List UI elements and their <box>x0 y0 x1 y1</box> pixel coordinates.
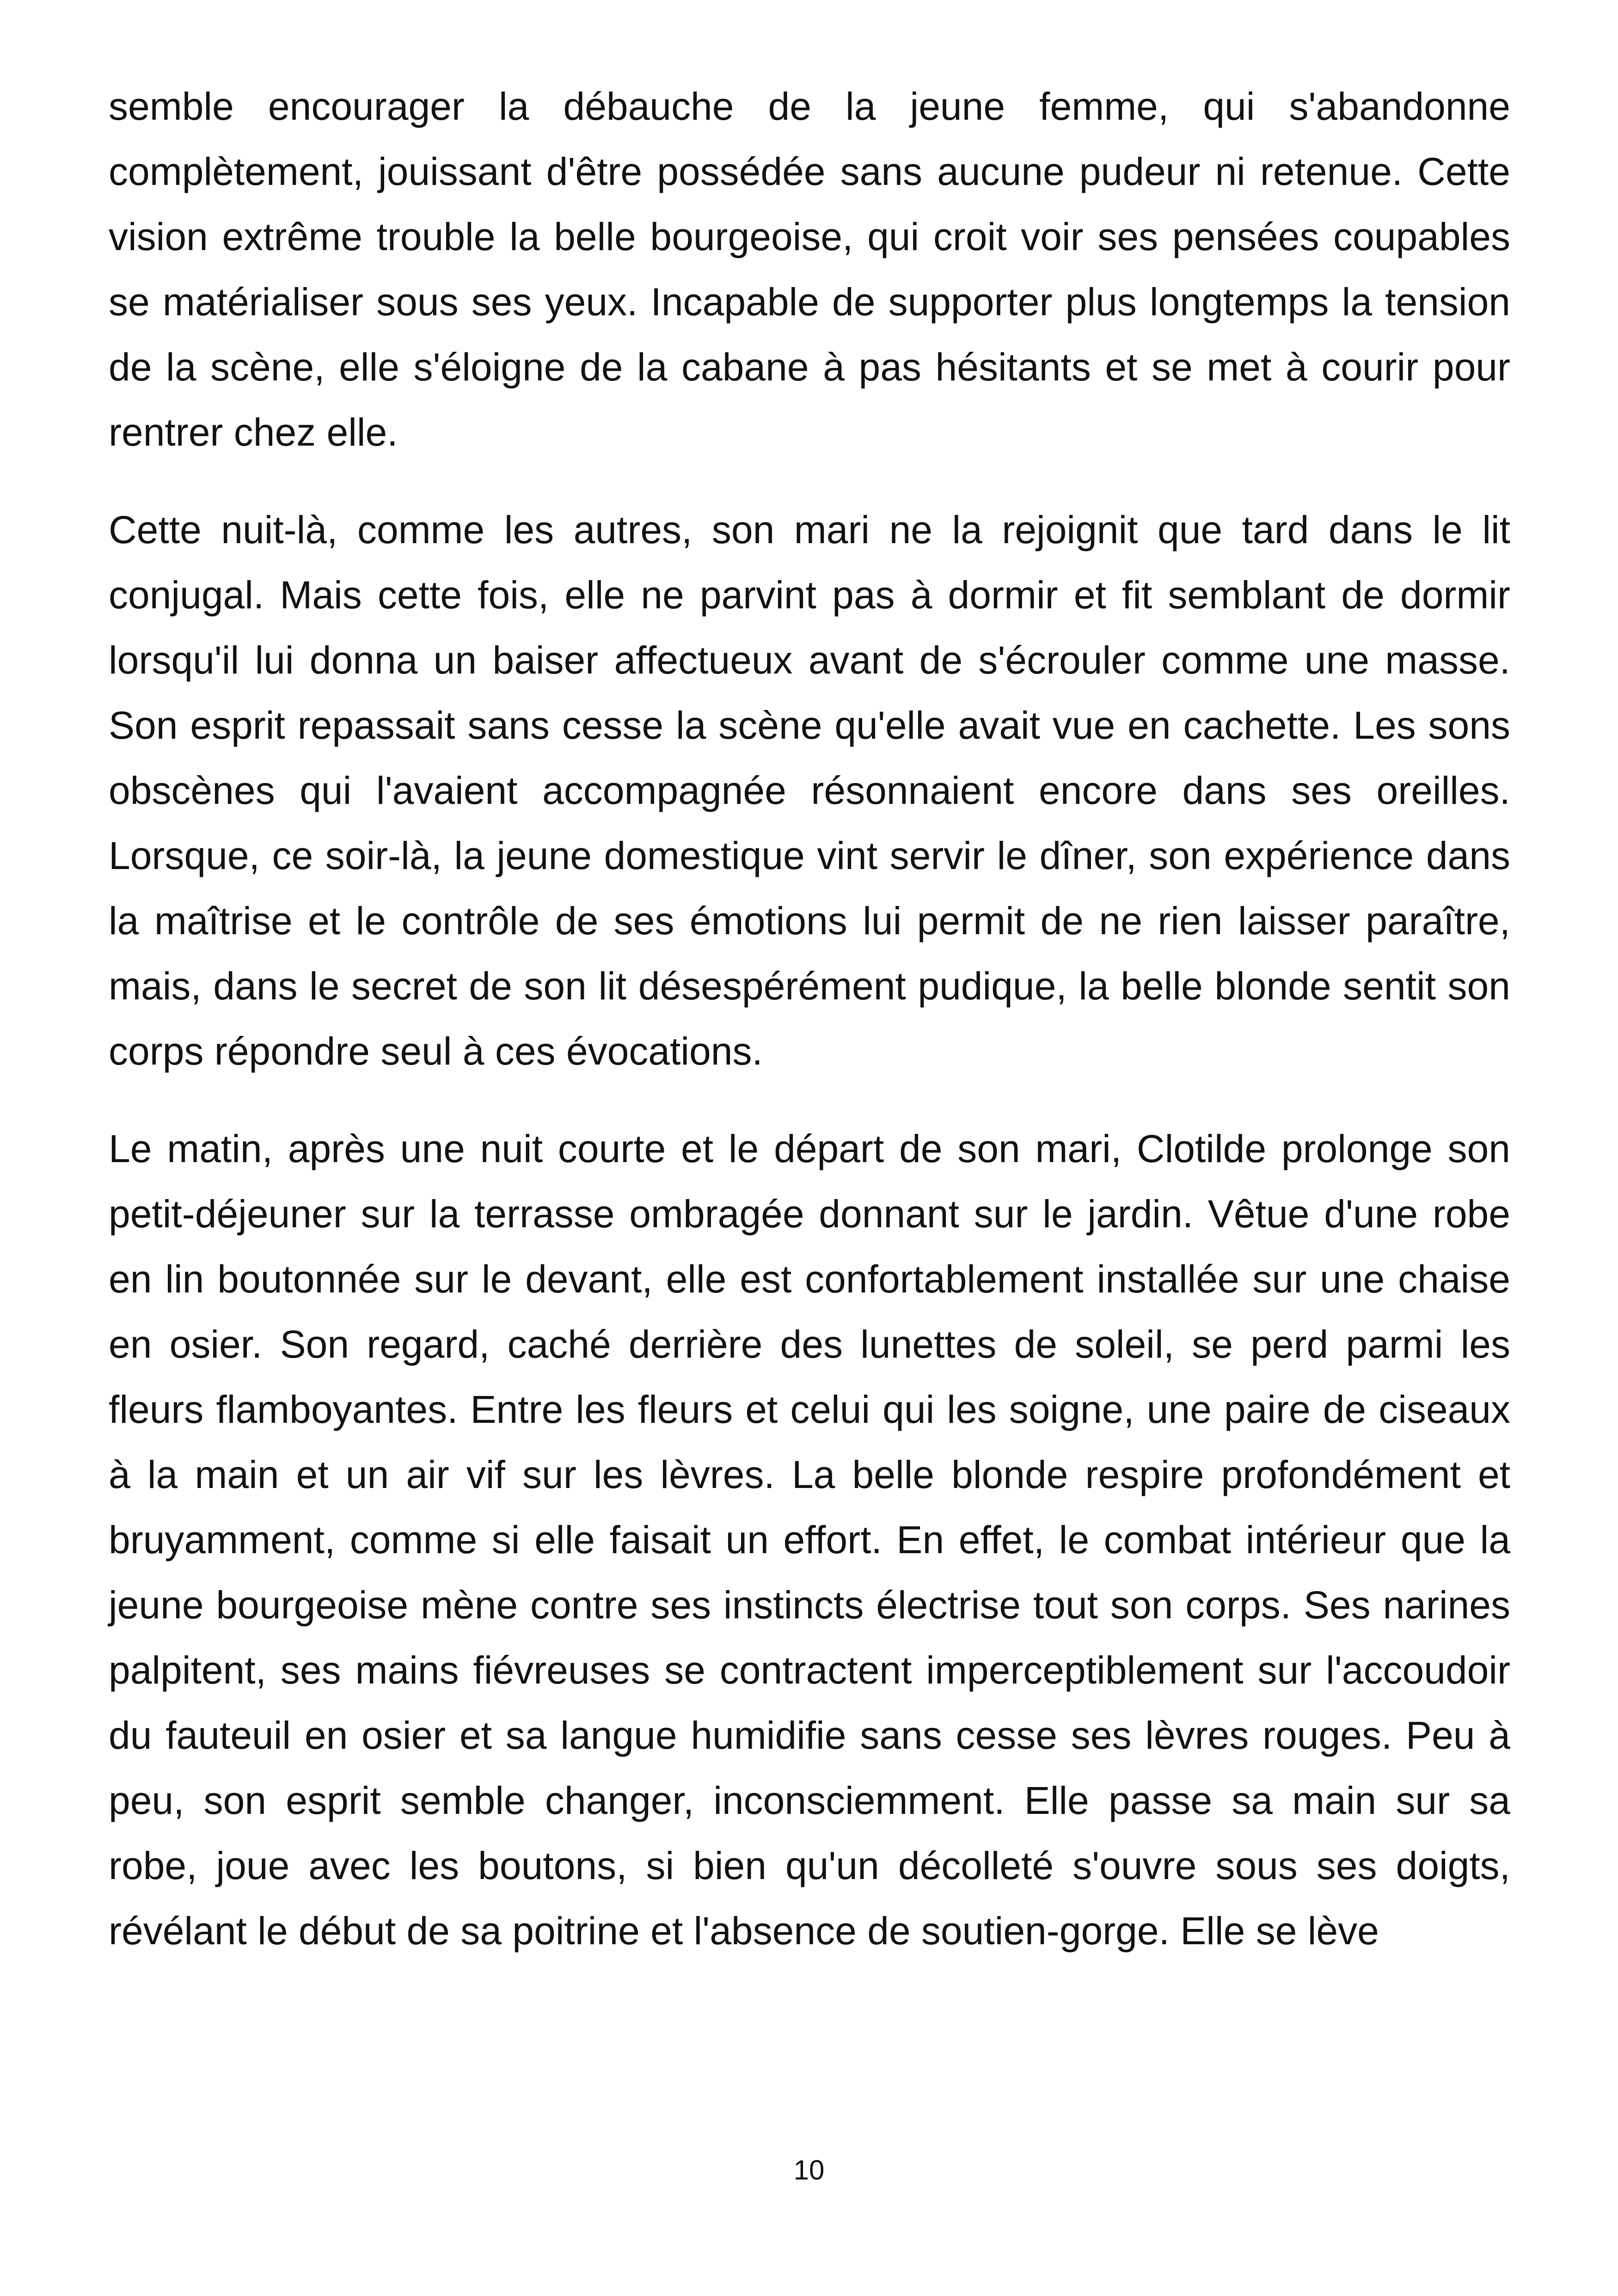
page-number: 10 <box>793 2155 825 2186</box>
paragraph-1: semble encourager la débauche de la jeune femme, qui s'abandonne complètement, jouissant d'être possédée sans aucune pudeur ni retenue. Cette vision extrême trouble la belle bourgeoise, qui croit voir ses pensées coupables se matérialiser sous ses yeux. Incapable de supporter plus longtemps la tension de la scène, elle s'éloigne de la cabane à pas hésitants et se met à courir pour rentrer chez elle. <box>109 85 1510 454</box>
paragraph-2: Cette nuit-là, comme les autres, son mari ne la rejoignit que tard dans le lit conjugal. Mais cette fois, elle ne parvint pas à dormir et fit semblant de dormir lorsqu'il lui donna un baiser affectueux avant de s'écrouler comme une masse. Son esprit repassait sans cesse la scène qu'elle avait vue en cachette. Les sons obscènes qui l'avaient accompagnée résonnaient encore dans ses oreilles. Lorsque, ce soir-là, la jeune domestique vint servir le dîner, son expérience dans la maîtrise et le contrôle de ses émotions lui permit de ne rien laisser paraître, mais, dans le secret de son lit désespérément pudique, la belle blonde sentit son corps répondre seul à ces évocations. <box>109 508 1510 1073</box>
document-page <box>109 74 1510 1996</box>
paragraph-3: Le matin, après une nuit courte et le départ de son mari, Clotilde prolonge son petit-déjeuner sur la terrasse ombragée donnant sur le jardin. Vêtue d'une robe en lin boutonnée sur le devant, elle est confortablement installée sur une chaise en osier. Son regard, caché derrière des lunettes de soleil, se perd parmi les fleurs flamboyantes. Entre les fleurs et celui qui les soigne, une paire de ciseaux à la main et un air vif sur les lèvres. La belle blonde respire profondément et bruyamment, comme si elle faisait un effort. En effet, le combat intérieur que la jeune bourgeoise mène contre ses instincts électrise tout son corps. Ses narines palpitent, ses mains fiévreuses se contractent imperceptiblement sur l'accoudoir du fauteuil en osier et sa langue humidifie sans cesse ses lèvres rouges. Peu à peu, son esprit semble changer, inconsciemment. Elle passe sa main sur sa robe, joue avec les boutons, si bien qu'un décolleté s'ouvre sous ses doigts, révélant le début de sa poitrine et l'absence de soutien-gorge. Elle se lève <box>109 1127 1510 1953</box>
